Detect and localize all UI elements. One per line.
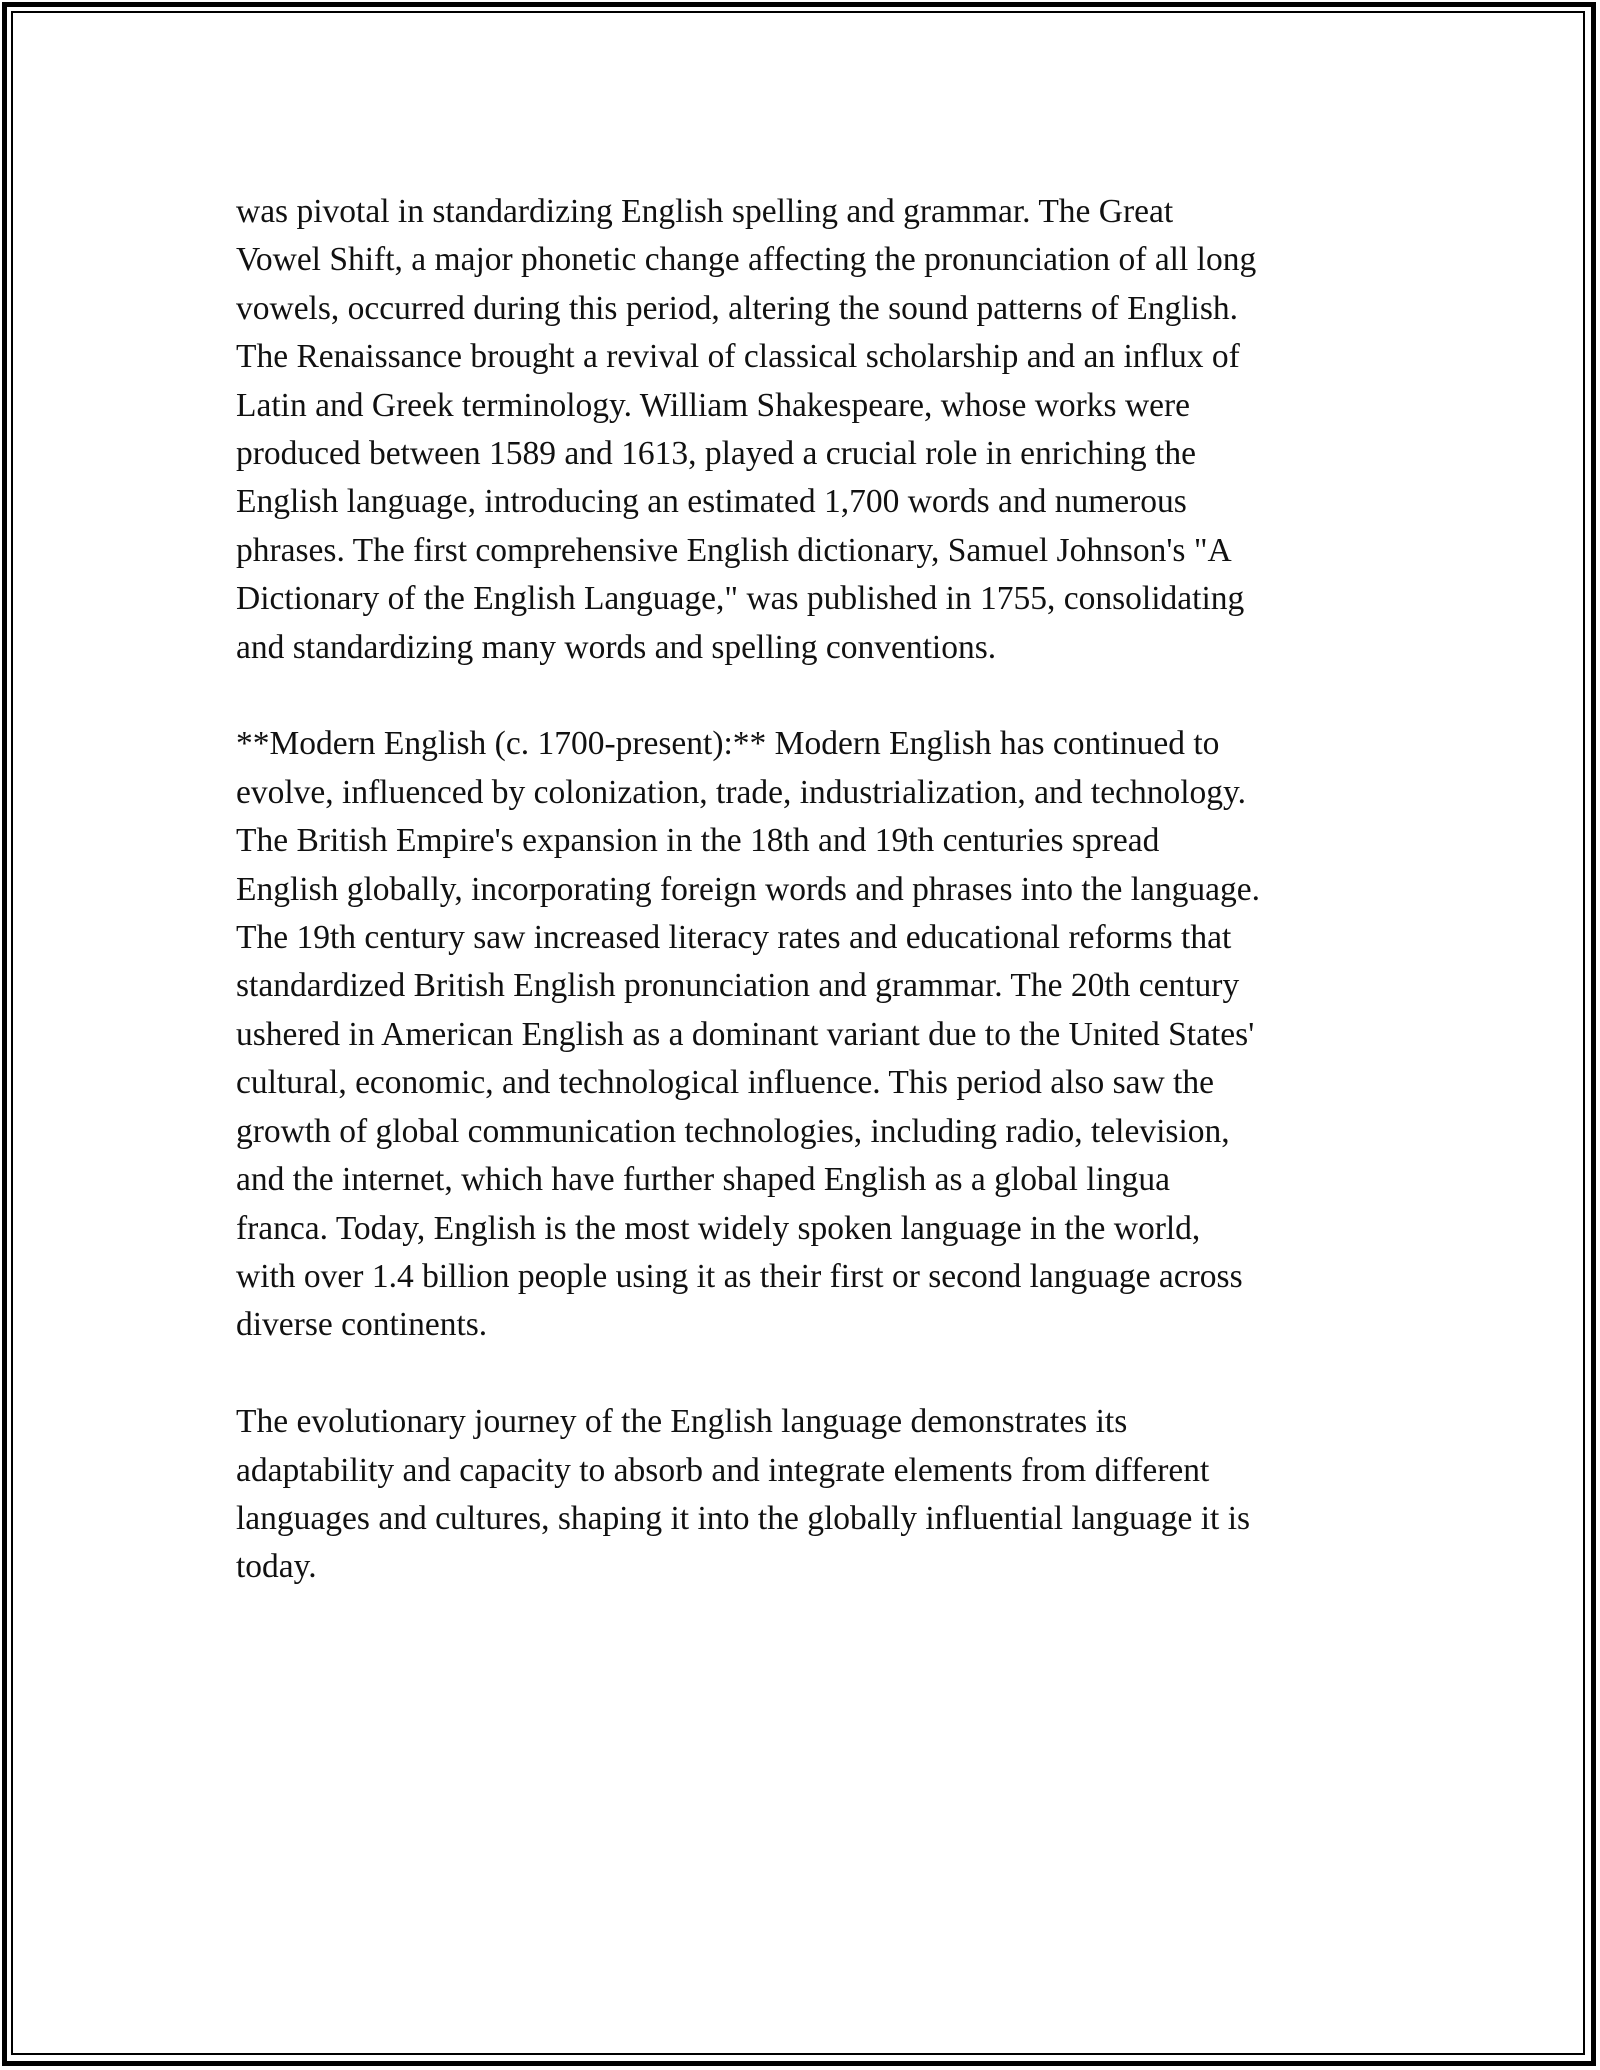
text-line: English globally, incorporating foreign words and phrases into the language. <box>236 870 1260 908</box>
text-line: growth of global communication technologies, including radio, television, <box>236 1112 1230 1150</box>
text-line: phrases. The first comprehensive English dictionary, Samuel Johnson's "A <box>236 531 1232 569</box>
text-line: diverse continents. <box>236 1306 488 1344</box>
paragraph-modern-english <box>236 720 1361 1349</box>
text-line: English language, introducing an estimated 1,700 words and numerous <box>236 483 1187 521</box>
text-line: was pivotal in standardizing English spelling and grammar. The Great <box>236 193 1174 230</box>
document-body <box>236 188 1361 1640</box>
text-line: The Renaissance brought a revival of classical scholarship and an influx of <box>236 338 1240 376</box>
text-line: franca. Today, English is the most widely spoken language in the world, <box>236 1209 1201 1247</box>
text-line: with over 1.4 billion people using it as their first or second language across <box>236 1257 1243 1295</box>
text-line: produced between 1589 and 1613, played a crucial role in enriching the <box>236 435 1196 473</box>
text-line: standardized British English pronunciation and grammar. The 20th century <box>236 967 1240 1005</box>
text-line: evolve, influenced by colonization, trade, industrialization, and technology. <box>236 773 1246 811</box>
text-line: The evolutionary journey of the English language demonstrates its <box>236 1403 1128 1441</box>
text-line: ushered in American English as a dominant variant due to the United States' <box>236 1015 1255 1053</box>
text-line: The British Empire's expansion in the 18th and 19th centuries spread <box>236 822 1160 860</box>
paragraph-conclusion <box>236 1398 1361 1592</box>
text-line: Dictionary of the English Language," was published in 1755, consolidating <box>236 580 1245 618</box>
text-line: vowels, occurred during this period, altering the sound patterns of English. <box>236 289 1238 327</box>
paragraph-early-modern-english <box>236 188 1361 672</box>
text-line: Latin and Greek terminology. William Shakespeare, whose works were <box>236 386 1191 424</box>
text-line: and the internet, which have further shaped English as a global lingua <box>236 1161 1170 1199</box>
text-line: today. <box>236 1548 317 1586</box>
text-line: **Modern English (c. 1700-present):** Modern English has continued to <box>236 725 1220 763</box>
text-line: adaptability and capacity to absorb and integrate elements from different <box>236 1451 1210 1489</box>
text-line: The 19th century saw increased literacy rates and educational reforms that <box>236 919 1232 957</box>
text-line: languages and cultures, shaping it into the globally influential language it is <box>236 1499 1251 1537</box>
text-line: cultural, economic, and technological influence. This period also saw the <box>236 1064 1215 1102</box>
text-line: and standardizing many words and spelling conventions. <box>236 628 997 666</box>
text-line: Vowel Shift, a major phonetic change affecting the pronunciation of all long <box>236 241 1257 279</box>
